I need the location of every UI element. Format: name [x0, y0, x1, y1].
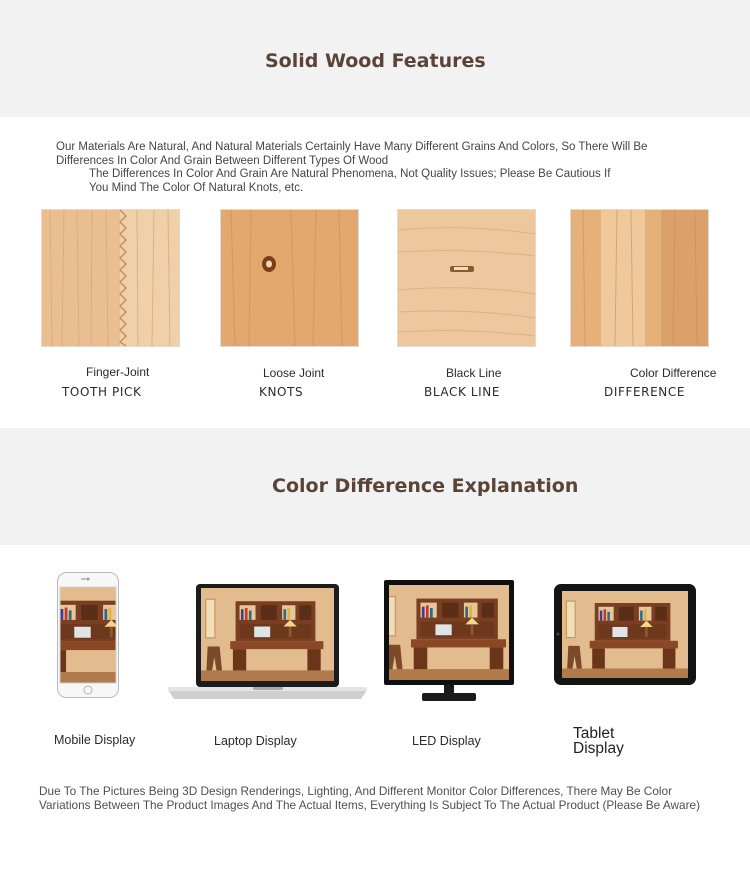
color-note-line-2: Variations Between The Product Images And The Actual Items, Everything Is Subject To The Actual Product (Please Be Aware): [39, 797, 700, 812]
wood-intro-line-1: Our Materials Are Natural, And Natural Materials Certainly Have Many Different Grains And Colors, So There Will Be: [56, 141, 648, 153]
laptop-display-image: [168, 584, 367, 706]
wood-sample-color-difference: [570, 209, 709, 347]
difference-subtitle: DIFFERENCE: [604, 385, 686, 399]
tablet-display-label-line-1: Tablet: [573, 725, 615, 742]
wood-sample-finger-joint: [41, 209, 180, 347]
color-note-line-1: Due To The Pictures Being 3D Design Renderings, Lighting, And Different Monitor Color Differences, There May Be Color: [39, 784, 672, 798]
tooth-pick-subtitle: TOOTH PICK: [62, 385, 142, 399]
mobile-display-label: Mobile Display: [54, 733, 136, 747]
led-display-image: [384, 580, 514, 708]
tablet-display-label: [573, 726, 624, 756]
color-difference-caption: Color Difference: [630, 366, 717, 380]
tablet-display-label-line-2: Display: [573, 740, 624, 757]
wood-intro-line-4: You Mind The Color Of Natural Knots, etc.: [89, 181, 304, 194]
wood-sample-loose-joint: [220, 209, 359, 347]
loose-joint-caption: Loose Joint: [263, 366, 325, 380]
color-difference-note: [39, 785, 729, 812]
finger-joint-caption: Finger-Joint: [86, 365, 150, 379]
color-difference-title: Color Difference Explanation: [272, 475, 578, 497]
knots-subtitle: KNOTS: [259, 385, 304, 399]
wood-intro-text: [56, 141, 716, 195]
wood-sample-black-line: [397, 209, 536, 347]
black-line-subtitle: BLACK LINE: [424, 385, 501, 399]
wood-features-title: Solid Wood Features: [265, 50, 486, 72]
laptop-display-label: Laptop Display: [214, 734, 297, 748]
tablet-display-image: [554, 584, 696, 690]
wood-intro-line-3: The Differences In Color And Grain Are Natural Phenomena, Not Quality Issues; Please Be Cautious If: [89, 168, 611, 180]
led-display-label: LED Display: [412, 734, 481, 748]
wood-intro-line-2: Differences In Color And Grain Between Different Types Of Wood: [56, 154, 389, 167]
black-line-caption: Black Line: [446, 366, 502, 380]
mobile-display-image: [57, 572, 119, 703]
